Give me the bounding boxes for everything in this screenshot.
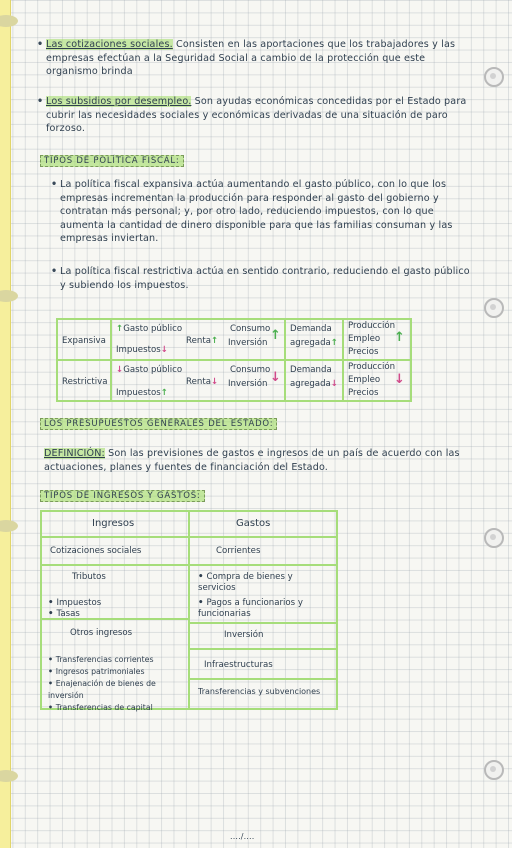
binder-ring [484, 528, 504, 548]
arrow-up-icon: ↑ [160, 388, 168, 398]
list-item: • Compra de bienes y servicios [198, 572, 332, 594]
arrow-down-icon: ↓ [116, 365, 124, 375]
arrow-up-icon: ↑ [270, 328, 281, 343]
cell-gasto-publico: Gasto público [123, 324, 183, 334]
list-item: • Transferencias de capital [48, 702, 188, 714]
ingresos-gastos-table [40, 510, 338, 710]
heading-tipos-politica-fiscal: TIPOS DE POLÍTICA FISCAL: [40, 155, 184, 167]
cell-inversion: Inversión [228, 338, 268, 348]
arrow-up-icon: ↑ [394, 330, 405, 345]
punch-hole [0, 520, 18, 532]
cell-inversion-gasto: Inversión [224, 630, 264, 640]
punch-hole [0, 15, 18, 27]
cell-gasto-publico: Gasto público [123, 365, 183, 375]
cell-agregada: agregada [290, 379, 331, 389]
bullet-subsidios [46, 95, 470, 136]
bullet-cotizaciones [46, 38, 470, 79]
list-tributos [48, 598, 101, 620]
row-label-expansiva: Expansiva [62, 336, 106, 346]
text-cotizaciones: Consisten en las aportaciones que los trabajadores y las empresas efectúan a la Seguridad Social a cambio de la protección que este organismo brinda [46, 39, 456, 77]
arrow-up-icon: ↑ [330, 338, 338, 348]
definicion-label: DEFINICIÓN: [44, 448, 105, 459]
text-subsidios: Son ayudas económicas concedidas por el Estado para cubrir las necesidades sociales y económicas derivadas de una situación de paro forzoso. [46, 96, 467, 134]
definicion-text: Son las previsiones de gastos e ingresos de un país de acuerdo con las actuaciones, planes y fuentes de financiación del Estado. [44, 448, 460, 473]
cell-empleo: Empleo [348, 375, 381, 385]
punch-hole [0, 290, 18, 302]
cell-consumo: Consumo [230, 365, 271, 375]
cell-renta: Renta [186, 377, 211, 387]
cell-corrientes: Corrientes [216, 546, 261, 556]
cell-agregada: agregada [290, 338, 331, 348]
cell-transferencias: Transferencias y subvenciones [198, 687, 321, 696]
list-item: • Impuestos [48, 598, 101, 609]
cell-precios: Precios [348, 347, 379, 357]
list-item: • Pagos a funcionarios y funcionarias [198, 598, 332, 620]
binder-ring [484, 67, 504, 87]
cell-consumo: Consumo [230, 324, 271, 334]
arrow-down-icon: ↓ [210, 377, 219, 387]
cell-infraestructuras: Infraestructuras [204, 660, 273, 670]
cell-demanda: Demanda [290, 324, 332, 334]
cell-produccion: Producción [348, 321, 396, 331]
header-ingresos: Ingresos [92, 518, 135, 529]
paragraph-politica-expansiva: • La política fiscal expansiva actúa aumentando el gasto público, con lo que los empresas incrementan la producción para responder al gasto del gobierno y contratan más personal; y, por otro lado, reduciendo impuestos, con lo que aumenta la cantidad de dinero disponible para que las familias consuman y las empresas inviertan. [60, 178, 476, 246]
heading-presupuestos: LOS PRESUPUESTOS GENERALES DEL ESTADO: [40, 418, 277, 430]
definicion-paragraph [44, 447, 474, 474]
cell-cotizaciones: Cotizaciones sociales [50, 546, 142, 556]
arrow-up-icon: ↑ [210, 336, 219, 346]
cell-inversion: Inversión [228, 379, 268, 389]
cell-produccion: Producción [348, 362, 396, 372]
cell-impuestos: Impuestos [116, 345, 161, 355]
binder-ring [484, 298, 504, 318]
cell-renta: Renta [186, 336, 211, 346]
term-cotizaciones: Las cotizaciones sociales. [46, 39, 173, 50]
list-otros-ingresos [48, 654, 188, 714]
cell-otros-ingresos: Otros ingresos [70, 628, 133, 638]
cell-tributos: Tributos [72, 572, 106, 582]
arrow-down-icon: ↓ [330, 379, 338, 389]
arrow-down-icon: ↓ [394, 372, 405, 387]
term-subsidios: Los subsidios por desempleo. [46, 96, 192, 107]
list-item: • Tasas [48, 609, 101, 620]
fiscal-policy-table [56, 318, 412, 402]
binder-ring [484, 760, 504, 780]
arrow-down-icon: ↓ [160, 345, 168, 355]
list-item: • Ingresos patrimoniales [48, 666, 188, 678]
list-corrientes [198, 572, 332, 620]
list-item: • Enajenación de bienes de inversión [48, 678, 188, 702]
arrow-down-icon: ↓ [270, 370, 281, 385]
arrow-up-icon: ↑ [116, 324, 124, 334]
cell-demanda: Demanda [290, 365, 332, 375]
heading-tipos-ingresos-gastos: TIPOS DE INGRESOS Y GASTOS: [40, 490, 205, 502]
notebook-edge [0, 0, 11, 848]
cell-impuestos: Impuestos [116, 388, 161, 398]
list-item: • Transferencias corrientes [48, 654, 188, 666]
punch-hole [0, 770, 18, 782]
page-continues-mark: ..../.... [230, 832, 255, 841]
paragraph-politica-restrictiva: • La política fiscal restrictiva actúa en sentido contrario, reduciendo el gasto público y subiendo los impuestos. [60, 265, 476, 292]
header-gastos: Gastos [236, 518, 271, 529]
row-label-restrictiva: Restrictiva [62, 377, 108, 387]
cell-empleo: Empleo [348, 334, 381, 344]
cell-precios: Precios [348, 388, 379, 398]
